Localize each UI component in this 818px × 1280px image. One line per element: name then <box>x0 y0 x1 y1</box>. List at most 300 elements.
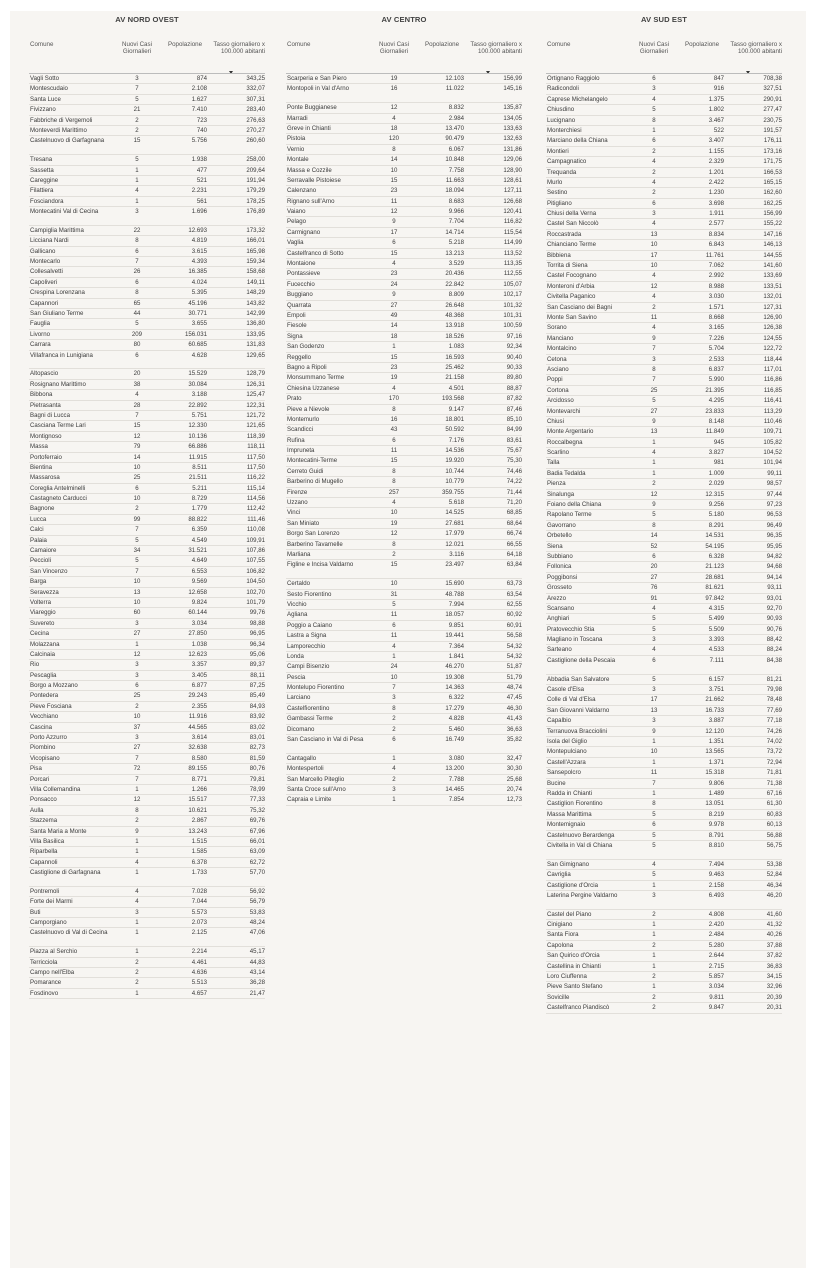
cell-popolazione: 2.992 <box>708 272 724 280</box>
cell-comune: Montignoso <box>30 432 62 440</box>
cell-nuovi-casi: 27 <box>133 744 141 752</box>
cell-popolazione: 359.755 <box>441 488 464 496</box>
cell-tasso: 133,95 <box>246 330 265 338</box>
cell-nuovi-casi: 2 <box>652 303 656 311</box>
cell-tasso: 43,14 <box>249 969 265 977</box>
cell-tasso: 63,84 <box>506 561 522 569</box>
cell-nuovi-casi: 19 <box>390 75 398 82</box>
cell-nuovi-casi: 1 <box>652 921 656 929</box>
table-row <box>29 816 265 826</box>
cell-nuovi-casi: 14 <box>133 453 141 461</box>
cell-nuovi-casi: 19 <box>390 374 398 382</box>
cell-popolazione: 3.393 <box>708 636 724 644</box>
cell-comune: Rio <box>30 661 40 669</box>
cell-popolazione: 2.644 <box>708 952 724 960</box>
cell-popolazione: 9.966 <box>448 208 464 216</box>
cell-comune: Larciano <box>287 694 311 702</box>
cell-popolazione: 4.024 <box>191 278 207 286</box>
cell-comune: Pescaglia <box>30 671 57 679</box>
cell-comune: Montale <box>287 156 309 164</box>
cell-popolazione: 9.806 <box>708 779 724 787</box>
cell-comune: Castelfiorentino <box>287 704 330 712</box>
table-row <box>286 342 522 352</box>
cell-tasso: 52,84 <box>766 871 782 879</box>
table-row <box>546 407 782 417</box>
table-row <box>29 588 265 598</box>
cell-comune: Montecarlo <box>30 258 61 266</box>
cell-popolazione: 60.144 <box>188 609 207 617</box>
cell-comune: Montemignaio <box>547 821 586 829</box>
cell-nuovi-casi: 1 <box>135 837 139 845</box>
cell-tasso: 96,35 <box>766 532 782 540</box>
cell-comune: Stazzema <box>30 817 58 825</box>
cell-comune: Fabbriche di Vergemoli <box>30 116 93 124</box>
table-row <box>29 536 265 546</box>
cell-nuovi-casi: 1 <box>135 197 139 205</box>
cell-popolazione: 2.231 <box>191 187 207 195</box>
cell-comune: Castell'Azzara <box>547 758 586 766</box>
cell-nuovi-casi: 4 <box>652 604 656 612</box>
cell-tasso: 156,99 <box>503 75 522 82</box>
cell-nuovi-casi: 1 <box>135 948 139 956</box>
cell-comune: Scarlino <box>547 449 570 457</box>
cell-popolazione: 2.867 <box>191 817 207 825</box>
cell-comune: Radicondoli <box>547 85 579 93</box>
cell-comune: Pontassieve <box>287 270 321 278</box>
cell-nuovi-casi: 10 <box>390 166 398 174</box>
table-row <box>286 621 522 631</box>
cell-tasso: 101,32 <box>503 301 522 309</box>
cell-comune: Lamporecchio <box>287 642 326 650</box>
cell-nuovi-casi: 5 <box>135 320 139 328</box>
cell-popolazione: 2.420 <box>708 921 724 929</box>
cell-tasso: 71,38 <box>766 779 782 787</box>
cell-nuovi-casi: 2 <box>135 126 139 134</box>
cell-comune: Barberino di Mugello <box>287 478 343 486</box>
cell-comune: Calcinaia <box>30 650 56 658</box>
table-row <box>29 712 265 722</box>
cell-popolazione: 32.638 <box>188 744 207 752</box>
cell-nuovi-casi: 6 <box>652 552 656 560</box>
cell-nuovi-casi: 24 <box>390 663 398 671</box>
cell-comune: Pontedera <box>30 692 59 700</box>
cell-nuovi-casi: 4 <box>652 860 656 868</box>
table-row <box>546 355 782 365</box>
cell-popolazione: 2.108 <box>191 85 207 93</box>
cell-nuovi-casi: 38 <box>133 380 141 388</box>
cell-popolazione: 14.363 <box>445 684 464 692</box>
cell-comune: Riparbella <box>30 848 58 856</box>
cell-tasso: 142,99 <box>246 310 265 318</box>
cell-tasso: 90,40 <box>506 353 522 361</box>
cell-nuovi-casi: 4 <box>652 324 656 332</box>
cell-tasso: 270,27 <box>246 126 265 134</box>
table-row <box>546 573 782 583</box>
cell-nuovi-casi: 34 <box>133 547 141 555</box>
cell-nuovi-casi: 4 <box>392 499 396 507</box>
cell-comune: Vernio <box>287 145 305 153</box>
cell-comune: Talla <box>547 459 560 467</box>
cell-nuovi-casi: 14 <box>390 322 398 330</box>
cell-nuovi-casi: 4 <box>652 293 656 301</box>
cell-tasso: 74,22 <box>506 478 522 486</box>
header-tasso[interactable]: Tasso giornaliero x 100.000 abitanti <box>730 41 782 55</box>
cell-comune: Barberino Tavarnelle <box>287 540 343 548</box>
cell-comune: Monte San Savino <box>547 313 597 321</box>
cell-comune: Orbetello <box>547 532 572 540</box>
cell-tasso: 127,11 <box>503 187 522 195</box>
cell-nuovi-casi: 23 <box>390 270 398 278</box>
cell-tasso: 102,70 <box>246 588 265 596</box>
cell-nuovi-casi: 8 <box>392 405 396 413</box>
cell-tasso: 84,99 <box>506 426 522 434</box>
cell-tasso: 97,16 <box>506 332 522 340</box>
table-row <box>29 351 265 370</box>
cell-tasso: 116,41 <box>763 397 782 405</box>
cell-tasso: 96,49 <box>766 521 782 529</box>
header-tasso[interactable]: Tasso giornaliero x 100.000 abitanti <box>470 41 522 55</box>
cell-tasso: 260,60 <box>246 137 265 145</box>
table-row <box>546 396 782 406</box>
cell-tasso: 209,64 <box>246 166 265 174</box>
cell-tasso: 72,94 <box>766 758 782 766</box>
table-row <box>286 467 522 477</box>
table-row <box>286 176 522 186</box>
table-row <box>546 344 782 354</box>
cell-tasso: 64,18 <box>506 550 522 558</box>
cell-tasso: 144,55 <box>763 251 782 259</box>
cell-popolazione: 7.226 <box>708 334 724 342</box>
cell-tasso: 136,80 <box>246 320 265 328</box>
cell-tasso: 93,11 <box>767 584 782 592</box>
cell-nuovi-casi: 3 <box>652 717 656 725</box>
cell-comune: Montieri <box>547 147 569 155</box>
cell-popolazione: 2.422 <box>708 178 724 186</box>
cell-nuovi-casi: 10 <box>650 748 658 756</box>
cell-nuovi-casi: 1 <box>135 786 139 793</box>
table-row <box>29 556 265 566</box>
cell-popolazione: 3.614 <box>191 734 207 742</box>
cell-tasso: 45,17 <box>249 948 265 956</box>
cell-comune: Civitella in Val di Chiana <box>547 841 613 849</box>
cell-tasso: 116,22 <box>246 474 265 482</box>
cell-comune: Santa Maria a Monte <box>30 827 87 835</box>
cell-popolazione: 1.515 <box>191 837 207 845</box>
cell-tasso: 60,92 <box>506 611 522 619</box>
cell-nuovi-casi: 10 <box>650 241 658 249</box>
table-row <box>29 775 265 785</box>
cell-tasso: 113,52 <box>503 249 522 257</box>
cell-comune: Lastra a Signa <box>287 632 327 640</box>
cell-comune: Campo nell'Elba <box>30 969 75 977</box>
table-row <box>286 74 522 84</box>
table-row <box>286 579 522 589</box>
cell-popolazione: 7.410 <box>191 106 207 114</box>
table-row <box>29 868 265 887</box>
cell-nuovi-casi: 5 <box>135 557 139 565</box>
cell-tasso: 41,32 <box>766 921 782 929</box>
table-row <box>29 660 265 670</box>
cell-nuovi-casi: 22 <box>133 226 141 234</box>
cell-nuovi-casi: 1 <box>652 789 656 797</box>
cell-nuovi-casi: 11 <box>390 611 398 619</box>
table-row <box>546 920 782 930</box>
cell-nuovi-casi: 4 <box>392 260 396 268</box>
cell-tasso: 126,38 <box>763 324 782 332</box>
cell-comune: Montespertoli <box>287 765 324 773</box>
cell-popolazione: 13.565 <box>705 748 724 756</box>
cell-popolazione: 11.022 <box>445 85 464 93</box>
cell-popolazione: 3.116 <box>449 550 464 558</box>
cell-nuovi-casi: 72 <box>133 765 141 773</box>
table-row <box>546 323 782 333</box>
cell-popolazione: 3.655 <box>191 320 207 328</box>
cell-comune: Vecchiano <box>30 713 59 721</box>
cell-comune: Carrara <box>30 341 51 349</box>
table-row <box>286 754 522 764</box>
cell-popolazione: 8.683 <box>448 197 464 205</box>
cell-popolazione: 7.364 <box>448 642 464 650</box>
cell-tasso: 129,65 <box>246 351 265 359</box>
cell-popolazione: 5.280 <box>708 941 724 949</box>
cell-comune: Castelnuovo di Val di Cecina <box>30 929 108 937</box>
table-row <box>29 484 265 494</box>
table-row <box>286 560 522 579</box>
cell-tasso: 62,55 <box>506 600 522 608</box>
cell-popolazione: 14.465 <box>445 786 464 793</box>
cell-popolazione: 8.834 <box>708 230 724 238</box>
cell-tasso: 129,06 <box>503 156 522 164</box>
cell-popolazione: 7.062 <box>708 262 724 270</box>
header-tasso[interactable]: Tasso giornaliero x 100.000 abitanti <box>213 41 265 55</box>
cell-popolazione: 11.761 <box>705 251 724 259</box>
cell-nuovi-casi: 3 <box>135 661 139 669</box>
cell-nuovi-casi: 8 <box>392 467 396 475</box>
cell-comune: Sestino <box>547 189 568 197</box>
table-row <box>286 311 522 321</box>
table-row <box>29 95 265 105</box>
cell-tasso: 87,82 <box>506 395 522 403</box>
cell-tasso: 63,73 <box>506 580 522 588</box>
cell-comune: Arcidosso <box>547 397 574 405</box>
cell-tasso: 83,61 <box>506 436 522 444</box>
cell-popolazione: 5.573 <box>191 908 207 916</box>
cell-nuovi-casi: 9 <box>135 827 139 835</box>
cell-tasso: 94,68 <box>766 563 782 571</box>
cell-tasso: 88,42 <box>766 636 782 644</box>
cell-tasso: 93,01 <box>766 594 782 602</box>
cell-tasso: 290,91 <box>763 95 782 103</box>
cell-nuovi-casi: 3 <box>135 208 139 216</box>
cell-popolazione: 66.886 <box>188 443 207 451</box>
cell-comune: Buggiano <box>287 291 313 299</box>
cell-tasso: 178,25 <box>246 197 265 205</box>
cell-popolazione: 4.636 <box>191 969 207 977</box>
cell-tasso: 173,16 <box>763 147 782 155</box>
table-row <box>29 764 265 774</box>
cell-comune: Manciano <box>547 334 574 342</box>
cell-comune: Castel San Niccolò <box>547 220 599 228</box>
header-popolazione: Popolazione <box>167 41 203 48</box>
cell-comune: Terricciola <box>30 958 58 966</box>
cell-comune: Rufina <box>287 436 305 444</box>
cell-nuovi-casi: 23 <box>390 187 398 195</box>
cell-comune: Castelfranco Piandiscò <box>547 1004 610 1012</box>
cell-tasso: 46,20 <box>766 891 782 899</box>
cell-tasso: 36,83 <box>766 962 782 970</box>
cell-popolazione: 1.201 <box>708 168 724 176</box>
cell-popolazione: 7.176 <box>448 436 464 444</box>
table-row <box>546 625 782 635</box>
cell-tasso: 125,47 <box>246 391 265 399</box>
cell-popolazione: 7.704 <box>448 218 464 226</box>
cell-comune: Tresana <box>30 156 53 164</box>
cell-comune: Altopascio <box>30 370 59 378</box>
cell-comune: Firenze <box>287 488 308 496</box>
cell-nuovi-casi: 12 <box>390 208 398 216</box>
cell-nuovi-casi: 2 <box>392 775 396 783</box>
cell-comune: Rapolano Terme <box>547 511 592 519</box>
cell-comune: Sinalunga <box>547 490 575 498</box>
cell-nuovi-casi: 2 <box>135 116 139 124</box>
cell-comune: San Gimignano <box>547 860 590 868</box>
cell-tasso: 128,90 <box>503 166 522 174</box>
cell-nuovi-casi: 2 <box>135 702 139 710</box>
table-row <box>546 147 782 157</box>
cell-nuovi-casi: 7 <box>135 775 139 783</box>
cell-popolazione: 9.851 <box>448 621 464 629</box>
table-row <box>29 887 265 897</box>
cell-nuovi-casi: 65 <box>133 299 141 307</box>
cell-tasso: 98,57 <box>766 480 782 488</box>
cell-popolazione: 14.531 <box>705 532 724 540</box>
cell-popolazione: 3.467 <box>708 116 724 124</box>
cell-nuovi-casi: 5 <box>652 871 656 879</box>
cell-tasso: 132,63 <box>503 135 522 143</box>
cell-comune: Chiusdino <box>547 106 575 114</box>
cell-comune: Vagli Sotto <box>30 75 60 82</box>
cell-popolazione: 14.525 <box>445 509 464 517</box>
table-row <box>546 261 782 271</box>
cell-popolazione: 1.009 <box>708 469 724 477</box>
table-row <box>286 610 522 620</box>
cell-tasso: 102,17 <box>503 291 522 299</box>
cell-popolazione: 6.359 <box>191 526 207 534</box>
table-row <box>546 375 782 385</box>
cell-comune: Capoliveri <box>30 278 58 286</box>
cell-popolazione: 2.214 <box>191 948 207 956</box>
cell-comune: Chianciano Terme <box>547 241 597 249</box>
cell-popolazione: 5.857 <box>708 973 724 981</box>
cell-comune: Montepulciano <box>547 748 587 756</box>
cell-popolazione: 5.218 <box>448 239 464 247</box>
cell-popolazione: 23.497 <box>445 561 464 569</box>
cell-tasso: 77,69 <box>766 706 782 714</box>
cell-popolazione: 847 <box>713 75 724 82</box>
table-body <box>286 73 522 806</box>
cell-nuovi-casi: 18 <box>390 124 398 132</box>
cell-nuovi-casi: 8 <box>392 478 396 486</box>
cell-nuovi-casi: 6 <box>652 137 656 145</box>
cell-nuovi-casi: 2 <box>392 550 396 558</box>
cell-tasso: 133,69 <box>763 272 782 280</box>
table-row <box>29 908 265 918</box>
table-row <box>29 733 265 743</box>
cell-popolazione: 981 <box>713 459 724 467</box>
cell-tasso: 101,79 <box>246 598 265 606</box>
cell-tasso: 32,96 <box>766 983 782 991</box>
cell-tasso: 133,63 <box>503 124 522 132</box>
cell-popolazione: 4.819 <box>191 237 207 245</box>
cell-popolazione: 1.230 <box>708 189 724 197</box>
table-row <box>546 126 782 136</box>
cell-popolazione: 19.920 <box>445 457 464 465</box>
table-row <box>286 405 522 415</box>
cell-tasso: 78,48 <box>766 696 782 704</box>
cell-nuovi-casi: 12 <box>133 650 141 658</box>
cell-popolazione: 30.084 <box>188 380 207 388</box>
cell-popolazione: 9.569 <box>191 578 207 586</box>
cell-tasso: 97,44 <box>766 490 782 498</box>
cell-comune: Roccastrada <box>547 230 582 238</box>
cell-nuovi-casi: 15 <box>390 561 398 569</box>
cell-tasso: 230,75 <box>763 116 782 124</box>
cell-popolazione: 22.892 <box>188 401 207 409</box>
cell-nuovi-casi: 15 <box>390 353 398 361</box>
cell-comune: Bibbiena <box>547 251 571 259</box>
cell-popolazione: 7.494 <box>708 860 724 868</box>
cell-popolazione: 16.593 <box>445 353 464 361</box>
cell-nuovi-casi: 8 <box>392 145 396 153</box>
cell-popolazione: 1.489 <box>708 789 724 797</box>
cell-popolazione: 12.103 <box>445 75 464 82</box>
cell-popolazione: 12.330 <box>188 422 207 430</box>
cell-popolazione: 2.715 <box>708 962 724 970</box>
cell-tasso: 21,47 <box>249 989 265 997</box>
cell-tasso: 116,85 <box>763 386 782 394</box>
cell-comune: San Casciano dei Bagni <box>547 303 613 311</box>
cell-nuovi-casi: 25 <box>133 474 141 482</box>
cell-popolazione: 874 <box>196 75 207 82</box>
cell-tasso: 94,14 <box>766 573 782 581</box>
cell-comune: Murlo <box>547 178 563 186</box>
cell-nuovi-casi: 2 <box>652 973 656 981</box>
cell-comune: Pontremoli <box>30 887 60 895</box>
cell-popolazione: 2.355 <box>191 702 207 710</box>
cell-nuovi-casi: 7 <box>135 258 139 266</box>
cell-popolazione: 2.533 <box>708 355 724 363</box>
cell-popolazione: 54.195 <box>705 542 724 550</box>
cell-popolazione: 48.788 <box>445 590 464 598</box>
cell-tasso: 25,68 <box>506 775 522 783</box>
cell-tasso: 74,46 <box>506 467 522 475</box>
cell-tasso: 81,21 <box>766 675 782 683</box>
cell-popolazione: 15.529 <box>188 370 207 378</box>
cell-comune: Sansepolcro <box>547 769 581 777</box>
cell-comune: Grosseto <box>547 584 572 592</box>
cell-tasso: 131,83 <box>246 341 265 349</box>
cell-nuovi-casi: 17 <box>650 696 658 704</box>
table-row <box>286 725 522 735</box>
cell-tasso: 166,53 <box>763 168 782 176</box>
table-row <box>546 841 782 860</box>
cell-comune: Castelnuovo Berardenga <box>547 831 615 839</box>
cell-comune: Rosignano Marittimo <box>30 380 86 388</box>
cell-comune: Magliano in Toscana <box>547 636 603 644</box>
table-row <box>29 369 265 379</box>
cell-nuovi-casi: 26 <box>133 268 141 276</box>
table-row <box>286 124 522 134</box>
